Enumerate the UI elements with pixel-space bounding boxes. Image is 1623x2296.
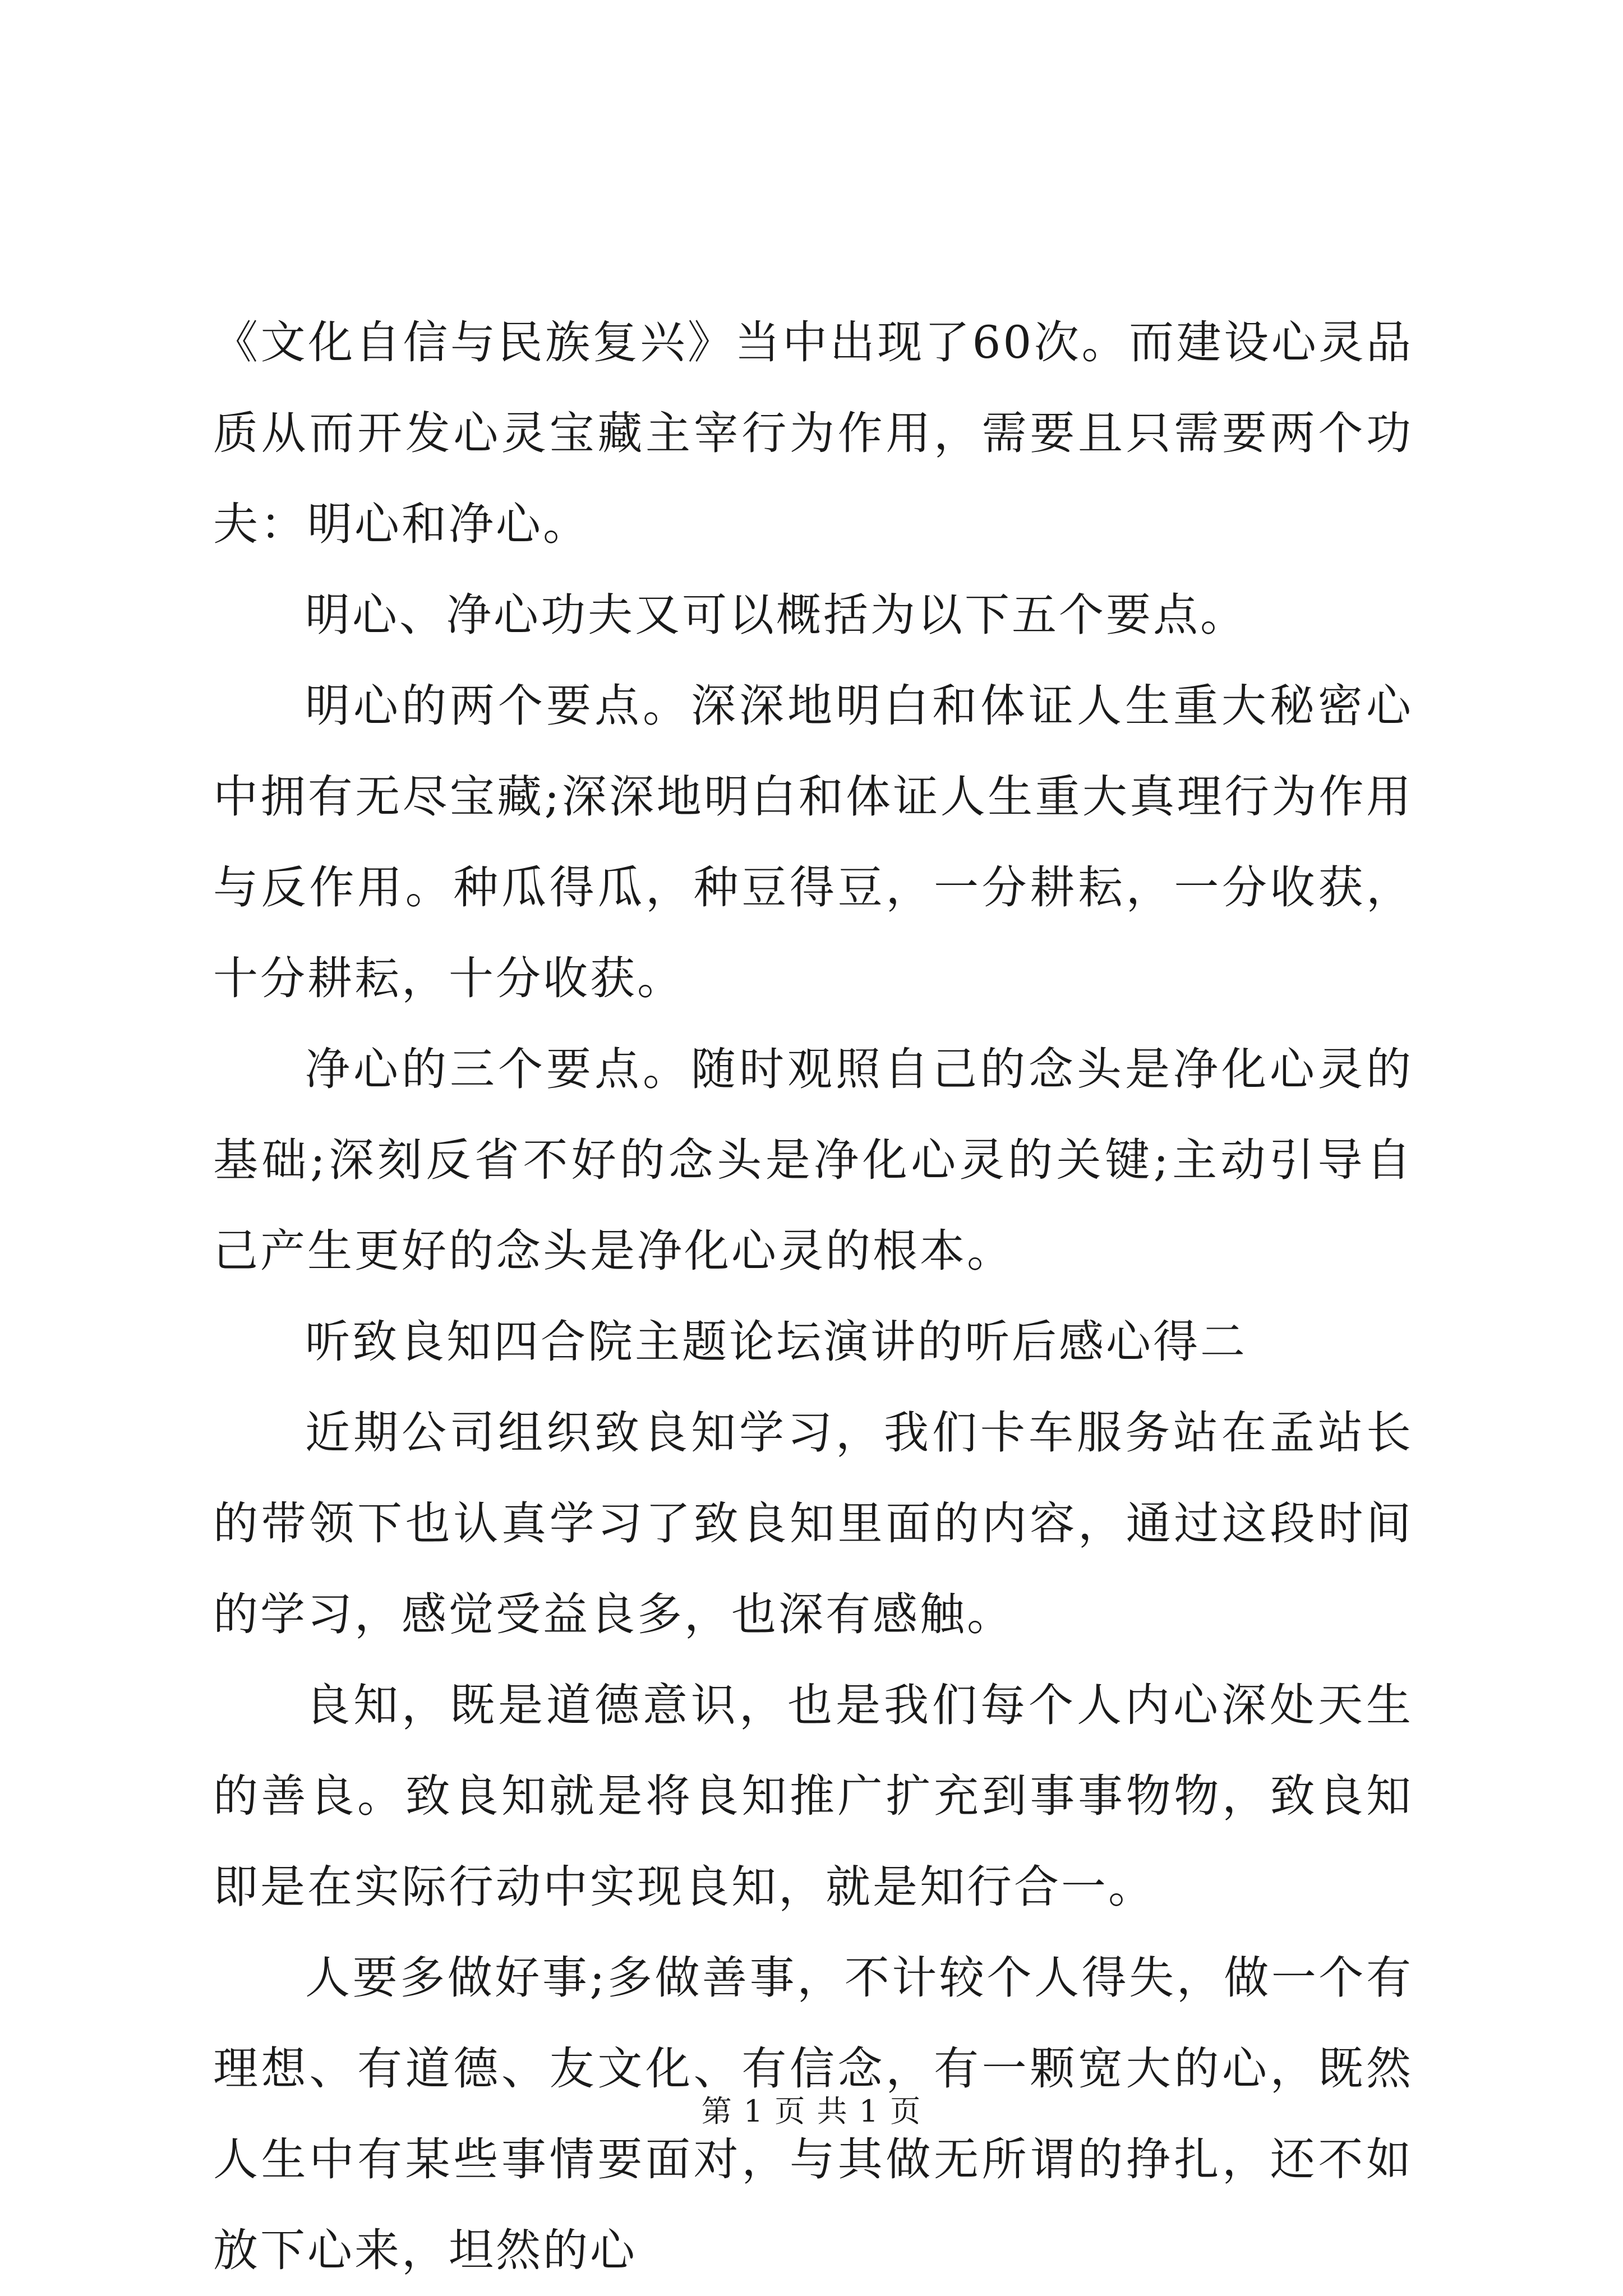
paragraph-5: 近期公司组织致良知学习，我们卡车服务站在孟站长的带领下也认真学习了致良知里面的内容，通过这段时间的学习，感觉受益良多，也深有感触。: [213, 1407, 1413, 1640]
paragraph-2: 明心、净心功夫又可以概括为以下五个要点。: [305, 589, 1247, 641]
paragraph-7: 人要多做好事;多做善事，不计较个人得失，做一个有理想、有道德、友文化、有信念，有一颗宽大的心，既然人生中有某些事情要面对，与其做无所谓的挣扎，还不如放下心来，坦然的心: [213, 1952, 1413, 2276]
paragraph-1: 《文化自信与民族复兴》当中出现了60次。而建设心灵品质从而开发心灵宝藏主宰行为作用，需要且只需要两个功夫：明心和净心。: [213, 316, 1413, 550]
page-footer: 第 1 页 共 1 页: [701, 2094, 922, 2129]
document-body: [213, 297, 1413, 2296]
paragraph-3: 明心的两个要点。深深地明白和体证人生重大秘密心中拥有无尽宝藏;深深地明白和体证人生重大真理行为作用与反作用。种瓜得瓜，种豆得豆，一分耕耘，一分收获，十分耕耘，十分收获。: [213, 680, 1413, 1004]
paragraph-6: 良知，既是道德意识，也是我们每个人内心深处天生的善良。致良知就是将良知推广扩充到事事物物，致良知即是在实际行动中实现良知，就是知行合一。: [213, 1679, 1413, 1913]
paragraph-4: 净心的三个要点。随时观照自己的念头是净化心灵的基础;深刻反省不好的念头是净化心灵的关键;主动引导自己产生更好的念头是净化心灵的根本。: [213, 1043, 1413, 1277]
section-heading: 听致良知四合院主题论坛演讲的听后感心得二: [305, 1316, 1247, 1368]
